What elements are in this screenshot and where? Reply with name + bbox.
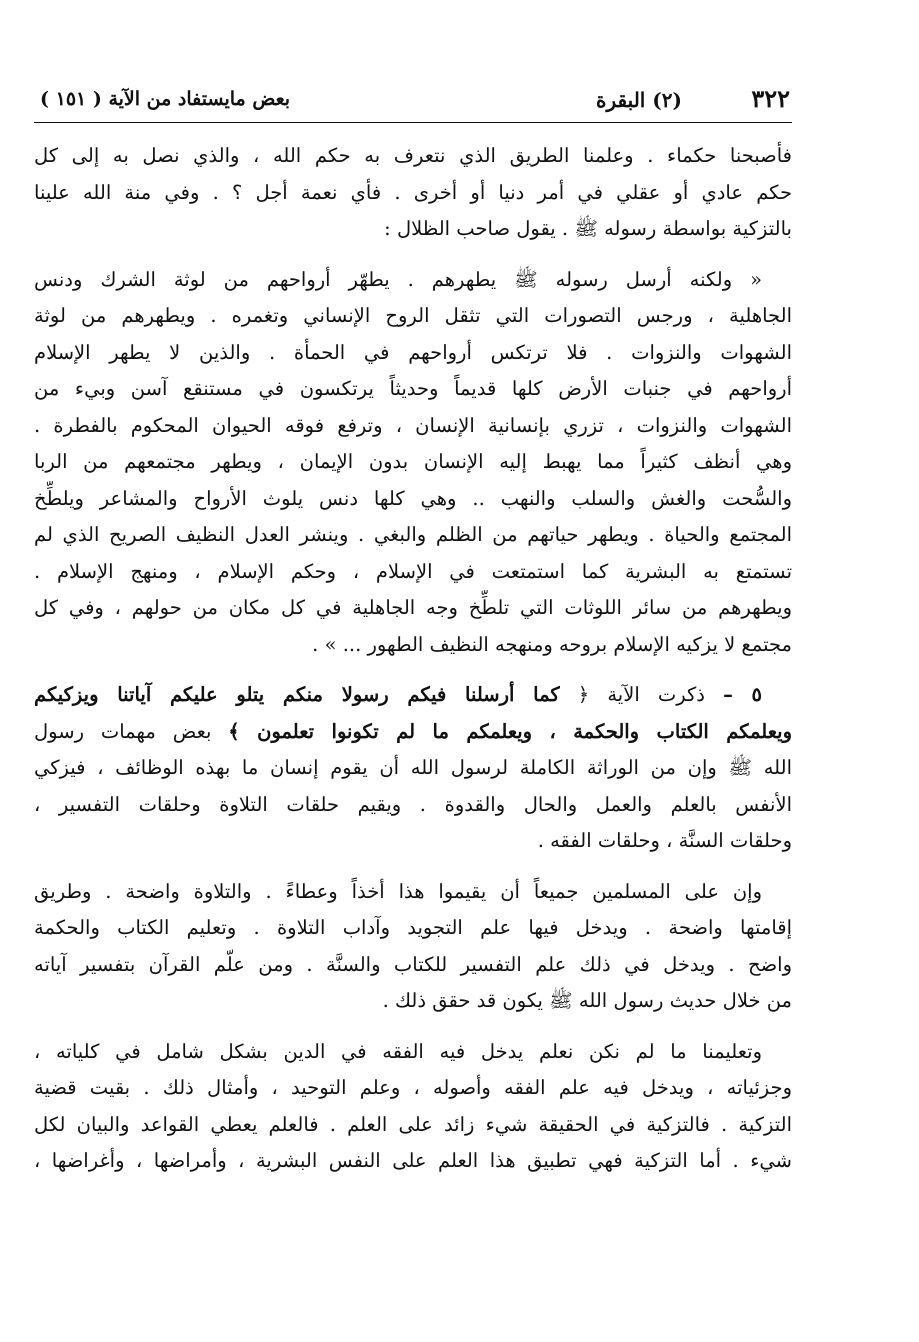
- text-line: وإن على المسلمين جميعاً أن يقيموا هذا أخذاً وعطاءً . والتلاوة واضحة . وطريق: [34, 879, 762, 903]
- text-line: واضح . ويدخل في ذلك علم التفسير للكتاب والسنَّة . ومن علّم القرآن بتفسير آياته: [34, 952, 792, 976]
- text-line: ويطهرهم من سائر اللوثات التي تلطِّخ وجه الجاهلية في كل مكان من حولهم ، وفي كل: [34, 596, 792, 619]
- text-line: بالتزكية بواسطة رسوله ﷺ . يقول صاحب الظلال :: [384, 217, 792, 240]
- point-number: ٥ –: [723, 683, 763, 706]
- verse-text: كما أرسلنا فيكم رسولا منكم يتلو عليكم آياتنا ويزكيكم: [34, 683, 560, 706]
- intro-text: ذكرت الآية ﴿: [577, 683, 705, 706]
- text-line: وهي أنظف كثيراً مما يهبط إليه الإنسان بدون الإيمان ، ويطهر مجتمعهم من الربا: [34, 450, 792, 473]
- text-line: من خلال حديث رسول الله ﷺ يكون قد حقق ذلك .: [382, 989, 792, 1012]
- paragraph-5: [34, 1034, 792, 1180]
- page-header: [34, 82, 792, 123]
- text-line: المجتمع والحياة . ويطهر حياتهم من الظلم والبغي . وينشر العدل النظيف الصريح الذي لم: [34, 523, 792, 546]
- text-line: مجتمع لا يزكيه الإسلام بروحه ومنهجه النظيف الطهور ... » .: [312, 632, 792, 656]
- text-line: التزكية . فالتزكية في الحقيقة شيء زائد على العلم . فالعلم يعطي القواعد والبيان لكل: [34, 1112, 792, 1136]
- text-line: شيء . أما التزكية فهي تطبيق هذا العلم على النفس البشرية ، وأمراضها ، وأغراضها ،: [34, 1149, 792, 1172]
- section-topic: بعض مايستفاد من الآية ( ١٥١ ): [40, 88, 291, 110]
- text-line: وتعليمنا ما لم نكن نعلم يدخل فيه الفقه في الدين بشكل شامل في كلياته ،: [34, 1039, 762, 1063]
- text-line: حكم عادي أو عقلي في أمر دنيا أو أخرى . فأي نعمة أجل ؟ . وفي منة الله علينا: [34, 180, 792, 204]
- text-line: فأصبحنا حكماء . وعلمنا الطريق الذي نتعرف به حكم الله ، والذي نصل به إلى كل: [34, 144, 792, 167]
- text-line: الله ﷺ وإن من الوراثة الكاملة لرسول الله أن يقوم إنسان ما بهذه الوظائف ، فيزكي: [34, 756, 792, 779]
- text-line: الأنفس بالعلم والعمل والحال والقدوة . ويقيم حلقات التلاوة وحلقات التفسير ،: [34, 792, 792, 816]
- text-line: الشهوات والنزوات . فلا ترتكس أرواحهم في الحمأة . والذين لا يطهر الإسلام: [34, 340, 792, 364]
- text-line: والسُّحت والغش والسلب والنهب .. وهي كلها دنس يلوث الأرواح والمشاعر ويلطِّخ: [34, 486, 792, 510]
- text-line: « ولكنه أرسل رسوله ﷺ يطهرهم . يطهّر أرواحهم من لوثة الشرك ودنس: [34, 267, 762, 291]
- point-5-paragraph: [34, 677, 792, 860]
- text-line: أرواحهم في جنبات الأرض كلها قديماً وحديثاً يرتكسون في مستنقع آسن وبيء من: [34, 377, 792, 400]
- paragraph-1: [34, 138, 792, 248]
- continuation-text: بعض مهمات رسول: [34, 719, 212, 743]
- text-line: الجاهلية ، ورجس التصورات التي تثقل الروح الإنساني وتغمره . ويطهرهم من لوثة: [34, 304, 792, 327]
- sura-title: (٢) البقرة: [596, 88, 682, 112]
- quote-paragraph: [34, 262, 792, 664]
- text-line: [34, 714, 792, 751]
- text-line: [34, 677, 792, 714]
- text-line: تستمتع به البشرية كما استمتعت في الإسلام ، وحكم الإسلام ، ومنهج الإسلام .: [34, 559, 792, 583]
- text-line: الشهوات والنزوات ، تزري بإنسانية الإنسان ، وترفع فوقه الحيوان المحكوم بالفطرة .: [34, 413, 792, 437]
- verse-text: ويعلمكم الكتاب والحكمة ، ويعلمكم ما لم تكونوا تعلمون ﴾: [228, 719, 792, 743]
- text-line: إقامتها واضحة . ويدخل فيها علم التجويد وآداب التلاوة . وتعليم الكتاب والحكمة: [34, 916, 792, 939]
- page-body: [34, 138, 792, 1180]
- page-number: ٣٢٢: [751, 84, 790, 113]
- text-line: وجزئياته ، ويدخل فيه علم الفقه وأصوله ، وعلم التوحيد ، وأمثال ذلك . بقيت قضية: [34, 1076, 792, 1099]
- paragraph-4: [34, 874, 792, 1020]
- text-line: وحلقات السنَّة ، وحلقات الفقه .: [537, 829, 792, 852]
